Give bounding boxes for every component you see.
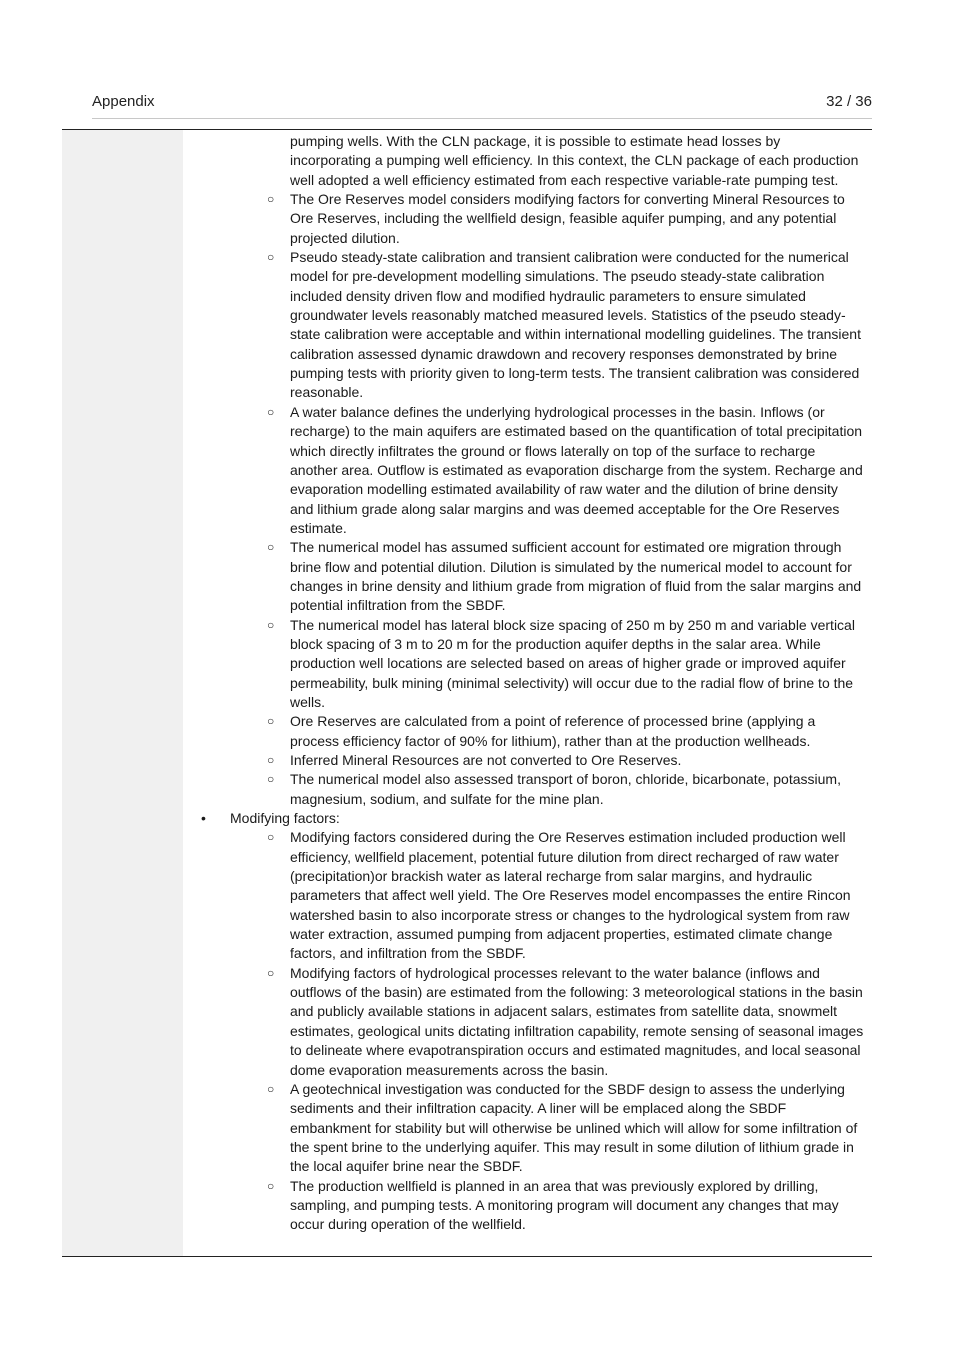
sub-item: ○ Modifying factors of hydrological processes relevant to the water balance (inflows and outflows of the basin) are estimated from the following: 3 meteorological stations in the basin and publicly available stations in adjacent salars, estimates from satellite data, snowmelt estimates, geological units dictating infiltration capability, remote sensing of seasonal images to delineate where evapotranspiration occurs and estimated magnitudes, and local seasonal dome evaporation measurements across the basin. — [267, 964, 864, 1078]
section-title: Appendix — [92, 93, 155, 110]
sub-item: ○ A geotechnical investigation was conducted for the SBDF design to assess the underlying sediments and their infiltration capacity. A liner will be emplaced along the SBDF embankment for stability but will otherwise be unlined which will allow for some infiltration of the spent brine to the underlying aquifer. This may result in some dilution of lithium grade in the local aquifer brine near the SBDF. — [267, 1080, 858, 1175]
sub-item: ○ Modifying factors considered during the Ore Reserves estimation included production well efficiency, wellfield placement, potential future dilution from direct recharged of raw water (precipitation)or brackish water as lateral recharge from salar margins, and hydraulic parameters that affect well yield. The Ore Reserves model encompasses the entire Rincon watershed basin to also incorporate stress or changes to the hydrological system from raw water extraction, assumed pumping from adjacent properties, estimated climate change factors, and infiltration from the SBDF. — [267, 829, 851, 962]
continuation-text: pumping wells. With the CLN package, it is possible to estimate head losses by incorporating a pumping well efficiency. In this context, the CLN package of each production well adopted a well efficiency estimated from each respective variable-rate pumping test. — [290, 133, 859, 188]
sub-item: ○ Ore Reserves are calculated from a point of reference of processed brine (applying a process efficiency factor of 90% for lithium), rather than at the production wellheads. — [267, 713, 816, 749]
sub-item: ○ The Ore Reserves model considers modifying factors for converting Mineral Resources to Ore Reserves, including the wellfield design, feasible aquifer pumping, and any potential projected dilution. — [267, 191, 845, 246]
circle-bullet-icon: ○ — [267, 540, 275, 555]
sub-item: ○ The numerical model has assumed sufficient account for estimated ore migration through brine flow and potential dilution. Dilution is simulated by the numerical model to account for changes in brine density and lithium grade from migration of fluid from the salar margins and potential infiltration from the SBDF. — [267, 539, 862, 614]
circle-bullet-icon: ○ — [267, 1178, 275, 1193]
sub-item: ○ The numerical model has lateral block size spacing of 250 m by 250 m and variable vertical block spacing of 3 m to 20 m for the production aquifer depths in the salar area. While production well locations are selected based on areas of higher grade or improved aquifer permeability, bulk mining (minimal selectivity) will occur due to the radial flow of brine to the wells. — [267, 616, 855, 710]
circle-bullet-icon: ○ — [267, 404, 275, 419]
sub-item: ○ Pseudo steady-state calibration and transient calibration were conducted for the numerical model for pre-development modelling simulations. The pseudo steady-state calibration included density driven flow and modified hydraulic parameters to ensure simulated groundwater levels reasonably matched measured levels. Statistics of the pseudo steady-state calibration were acceptable and within international modelling guidelines. The transient calibration assessed dynamic drawdown and recovery responses demonstrated by brine pumping tests with priority given to long-term tests. The transient calibration was considered reasonable. — [267, 249, 861, 401]
page-number: 32 / 36 — [826, 93, 872, 110]
circle-bullet-icon: ○ — [267, 250, 275, 265]
sub-item: ○ A water balance defines the underlying hydrological processes in the basin. Inflows (or recharge) to the main aquifers are estimated based on the quantification of total precipitation which directly infiltrates the ground or flows laterally on top of the surface to recharge another area. Outflow is estimated as evaporation discharge from the system. Recharge and evaporation modelling estimated availability of raw water and the dilution of brine density and lithium grade along salar margins and was deemed acceptable for the Ore Reserves estimate. — [267, 403, 863, 536]
circle-bullet-icon: ○ — [267, 965, 275, 980]
bullet-icon: • — [201, 810, 206, 827]
circle-bullet-icon: ○ — [267, 192, 275, 207]
sub-item: ○ Inferred Mineral Resources are not converted to Ore Reserves. — [183, 751, 872, 770]
circle-bullet-icon: ○ — [267, 830, 275, 845]
circle-bullet-icon: ○ — [267, 714, 275, 729]
circle-bullet-icon: ○ — [267, 617, 275, 632]
table-label-column — [62, 130, 183, 1256]
table-content-column — [183, 132, 872, 1235]
sub-item: ○ The production wellfield is planned in an area that was previously explored by drilling, sampling, and pumping tests. A monitoring program will document any changes that may occur during operation of the wellfield. — [267, 1177, 839, 1233]
circle-bullet-icon: ○ — [267, 1081, 275, 1096]
circle-bullet-icon: ○ — [267, 753, 275, 767]
bullet-item: • Modifying factors: — [183, 809, 872, 828]
page-header — [92, 92, 872, 119]
content-table — [62, 129, 872, 1257]
sub-item: ○ The numerical model also assessed transport of boron, chloride, bicarbonate, potassium, magnesium, sodium, and sulfate for the mine plan. — [267, 771, 841, 807]
circle-bullet-icon: ○ — [267, 772, 275, 787]
